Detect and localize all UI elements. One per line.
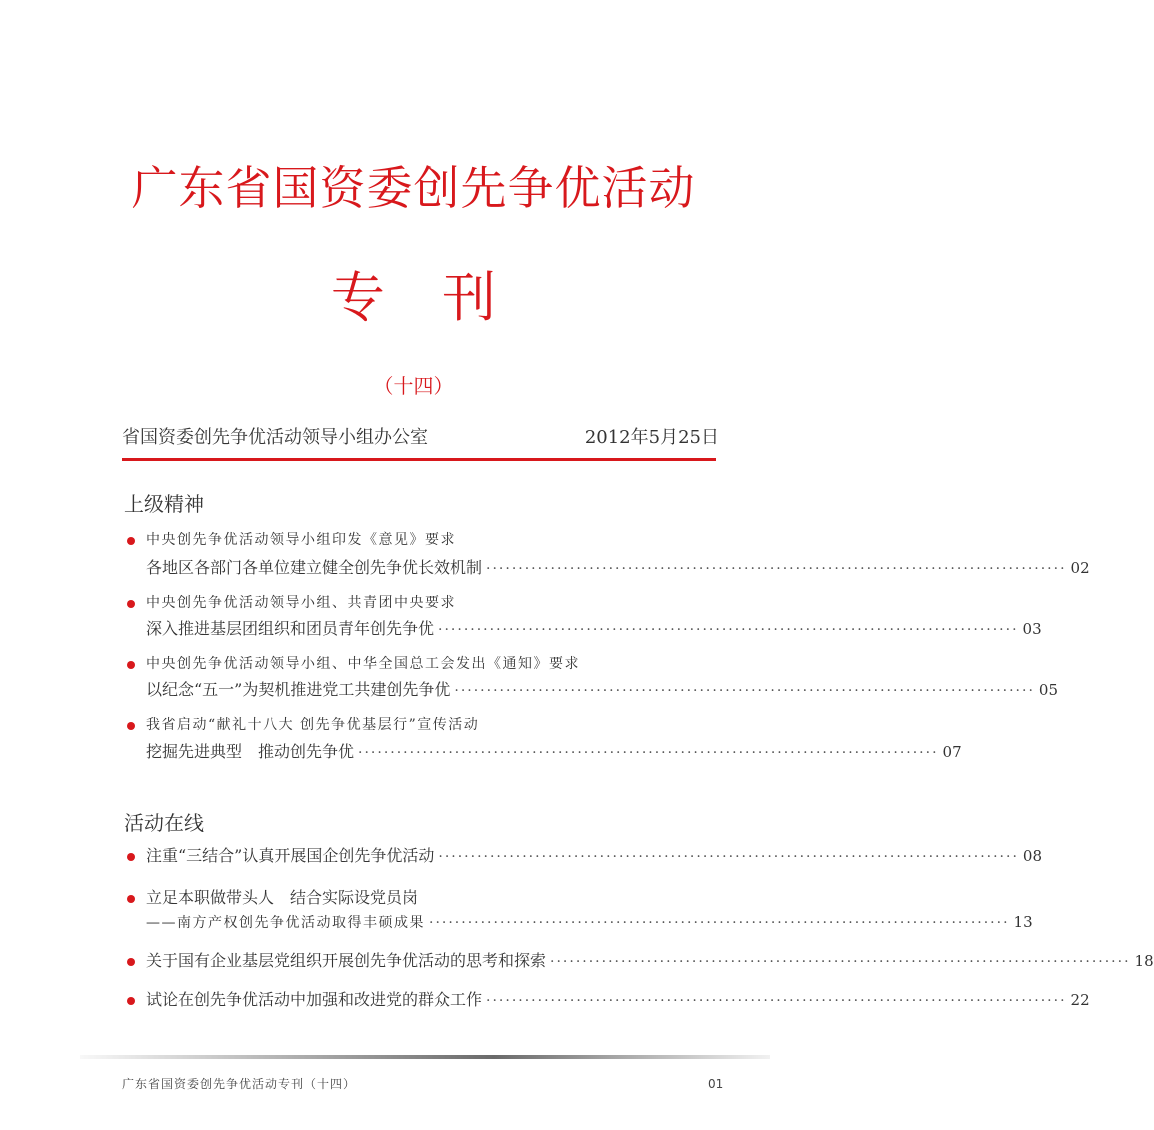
- toc-leader-dots: ··························································································: [550, 954, 1131, 970]
- bullet-icon: [127, 853, 135, 861]
- issue-date: 2012年5月25日: [584, 427, 719, 448]
- footer-divider: [80, 1055, 770, 1059]
- issue-number: （十四）: [373, 374, 454, 398]
- toc-page-number: 05: [1038, 681, 1058, 699]
- toc-item-title[interactable]: 试论在创先争优活动中加强和改进党的群众工作: [146, 990, 483, 1009]
- publication-subtitle: 专 刊: [330, 266, 497, 329]
- toc-item-title[interactable]: 关于国有企业基层党组织开展创先争优活动的思考和探索: [146, 951, 547, 970]
- bullet-icon: [127, 600, 135, 608]
- toc-item[interactable]: [146, 679, 1058, 701]
- bullet-icon: [127, 661, 135, 669]
- toc-leader-dots: ··························································································: [438, 622, 1019, 638]
- toc-page-number: 13: [1013, 913, 1033, 931]
- toc-page-number: 08: [1022, 847, 1042, 865]
- section-heading-activities-online: 活动在线: [124, 811, 204, 835]
- bullet-icon: [127, 722, 135, 730]
- toc-leader-dots: ··························································································: [438, 849, 1019, 865]
- toc-item-title[interactable]: 立足本职做带头人 结合实际设党员岗: [146, 888, 419, 907]
- toc-page-number: 18: [1134, 952, 1154, 970]
- bullet-icon: [127, 997, 135, 1005]
- section-heading-superior-spirit: 上级精神: [124, 492, 204, 516]
- toc-item-title[interactable]: 各地区各部门各单位建立健全创先争优长效机制: [146, 558, 483, 577]
- toc-item-headline[interactable]: 中央创先争优活动领导小组、共青团中央要求: [146, 595, 456, 611]
- toc-item[interactable]: [146, 950, 1154, 972]
- toc-item-title[interactable]: 注重“三结合”认真开展国企创先争优活动: [146, 846, 435, 865]
- toc-leader-dots: ··························································································: [454, 683, 1035, 699]
- toc-item[interactable]: [146, 845, 1042, 867]
- toc-page-number: 03: [1022, 620, 1042, 638]
- toc-item-headline[interactable]: 中央创先争优活动领导小组、中华全国总工会发出《通知》要求: [146, 656, 580, 672]
- toc-leader-dots: ··························································································: [429, 915, 1010, 931]
- toc-leader-dots: ··························································································: [486, 993, 1067, 1009]
- toc-item[interactable]: [146, 989, 1090, 1011]
- bullet-icon: [127, 958, 135, 966]
- toc-item-headline[interactable]: 中央创先争优活动领导小组印发《意见》要求: [146, 532, 456, 548]
- toc-page-number: 22: [1070, 991, 1090, 1009]
- toc-page-number: 07: [942, 743, 962, 761]
- toc-leader-dots: ··························································································: [358, 745, 939, 761]
- toc-item-title[interactable]: 以纪念“五一”为契机推进党工共建创先争优: [146, 680, 451, 699]
- header-divider: [122, 458, 716, 461]
- toc-item[interactable]: [146, 911, 1033, 934]
- toc-item-subtitle[interactable]: ——南方产权创先争优活动取得丰硕成果: [146, 915, 425, 931]
- toc-item-headline[interactable]: 我省启动“献礼十八大 创先争优基层行”宣传活动: [146, 717, 480, 733]
- bullet-icon: [127, 895, 135, 903]
- toc-item[interactable]: [146, 741, 962, 763]
- toc-leader-dots: ··························································································: [486, 561, 1067, 577]
- footer-page-number: 01: [708, 1077, 724, 1091]
- footer-publication-name: 广东省国资委创先争优活动专刊（十四）: [122, 1077, 357, 1091]
- bullet-icon: [127, 537, 135, 545]
- toc-item-title[interactable]: 挖掘先进典型 推动创先争优: [146, 742, 355, 761]
- publication-title: 广东省国资委创先争优活动: [131, 161, 696, 215]
- toc-item-title[interactable]: 深入推进基层团组织和团员青年创先争优: [146, 619, 435, 638]
- toc-item[interactable]: [146, 618, 1042, 640]
- toc-item[interactable]: [146, 557, 1090, 579]
- issuing-office: 省国资委创先争优活动领导小组办公室: [122, 427, 428, 448]
- toc-page-number: 02: [1070, 559, 1090, 577]
